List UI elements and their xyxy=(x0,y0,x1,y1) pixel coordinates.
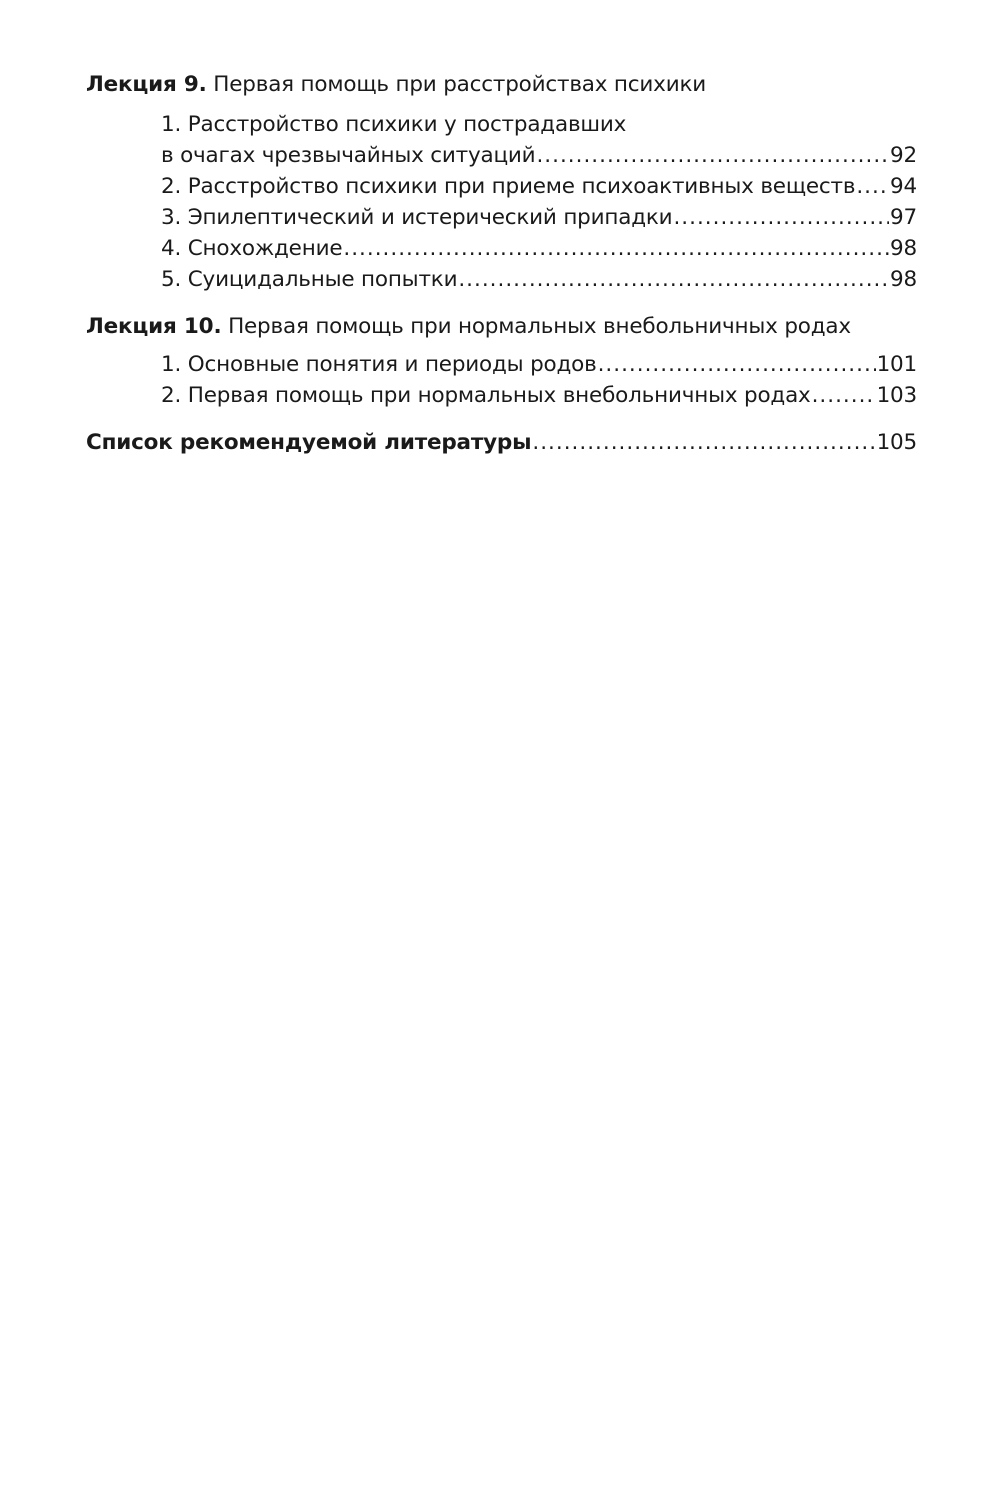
toc-entry-10-1 xyxy=(161,350,917,380)
toc-page-number: 103 xyxy=(876,383,917,408)
toc-entry-9-1 xyxy=(161,141,917,171)
dot-leader xyxy=(673,203,889,233)
dot-leader xyxy=(598,350,876,380)
toc-entry-title: 4. Снохождение xyxy=(161,236,343,261)
toc-page-number: 98 xyxy=(890,236,917,261)
toc-entry-title: 1. Расстройство психики у пострадавших xyxy=(161,112,627,137)
toc-page-number: 92 xyxy=(890,143,917,168)
toc-entry-title: 2. Первая помощь при нормальных внебольничных родах xyxy=(161,383,811,408)
lecture-10-number: Лекция 10. xyxy=(86,314,222,339)
dot-leader xyxy=(536,141,889,171)
lecture-10-heading xyxy=(86,312,851,342)
dot-leader xyxy=(856,172,889,202)
toc-entry-9-4 xyxy=(161,234,917,264)
dot-leader xyxy=(812,381,876,411)
toc-entry-9-5 xyxy=(161,265,917,295)
dot-leader xyxy=(343,234,889,264)
dot-leader xyxy=(458,265,889,295)
lecture-10-title: Первая помощь при нормальных внебольничных родах xyxy=(228,314,851,339)
toc-page-number: 94 xyxy=(890,174,917,199)
toc-entry-references xyxy=(86,428,917,458)
dot-leader xyxy=(532,428,875,458)
toc-page-number: 105 xyxy=(876,430,917,455)
toc-entry-9-2 xyxy=(161,172,917,202)
lecture-9-heading xyxy=(86,70,706,100)
toc-entry-title: 2. Расстройство психики при приеме психоактивных веществ xyxy=(161,174,856,199)
toc-entry-title: 1. Основные понятия и периоды родов xyxy=(161,352,597,377)
lecture-9-number: Лекция 9. xyxy=(86,72,207,97)
references-title: Список рекомендуемой литературы xyxy=(86,430,532,455)
toc-entry-9-3 xyxy=(161,203,917,233)
lecture-9-title: Первая помощь при расстройствах психики xyxy=(213,72,707,97)
toc-entry-title: 3. Эпилептический и истерический припадки xyxy=(161,205,673,230)
toc-page-number: 97 xyxy=(890,205,917,230)
toc-entry-title: в очагах чрезвычайных ситуаций xyxy=(161,143,536,168)
toc-page-number: 101 xyxy=(876,352,917,377)
toc-page-number: 98 xyxy=(890,267,917,292)
toc-entry-9-1-line1 xyxy=(161,110,917,140)
toc-entry-title: 5. Суицидальные попытки xyxy=(161,267,458,292)
toc-entry-10-2 xyxy=(161,381,917,411)
